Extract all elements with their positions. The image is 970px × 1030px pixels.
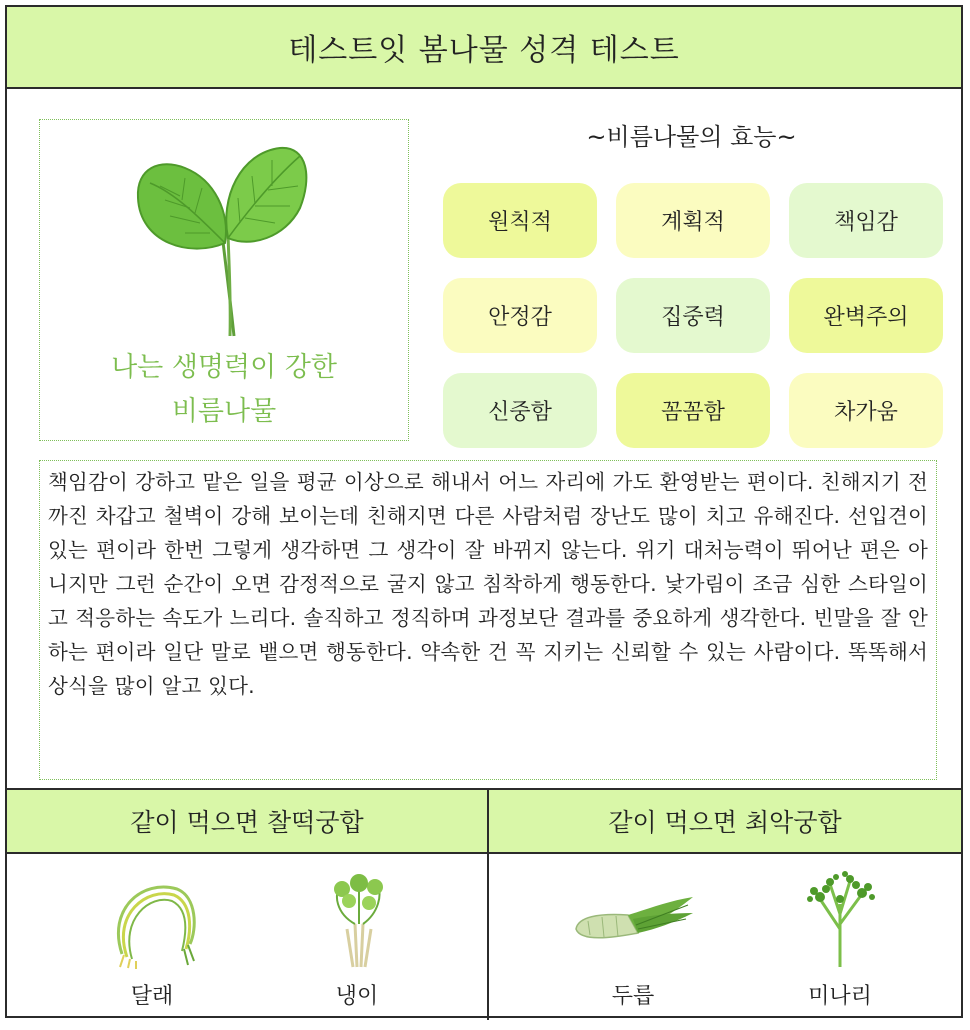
- trait-label: 계획적: [661, 210, 725, 235]
- traits-title: ~비름나물의 효능~: [586, 123, 797, 151]
- page-title: [7, 7, 961, 89]
- trait-label: 신중함: [488, 400, 552, 425]
- dallae-herb-icon: [102, 869, 202, 969]
- trait-label: 안정감: [488, 305, 552, 330]
- trait-label: 완벽주의: [823, 305, 909, 330]
- result-caption: [40, 346, 408, 434]
- trait-label: 원칙적: [488, 210, 552, 235]
- trait-badge: [616, 183, 770, 258]
- best-match-title: 같이 먹으면 찰떡궁합: [130, 808, 364, 837]
- page-title-text: 테스트잇 봄나물 성격 테스트: [288, 33, 680, 68]
- dureup-sprout-icon: [568, 879, 698, 969]
- trait-badge: [789, 373, 943, 448]
- trait-badge: [789, 183, 943, 258]
- result-name: 비름나물: [171, 396, 277, 427]
- minari-herb-icon: [790, 869, 890, 969]
- result-hero: [39, 119, 409, 441]
- food-label: 두릅: [611, 984, 655, 1009]
- compatibility-header: [7, 790, 961, 854]
- trait-badge: [616, 373, 770, 448]
- trait-badge: [789, 278, 943, 353]
- trait-label: 책임감: [834, 210, 898, 235]
- trait-badge: [443, 183, 597, 258]
- food-label: 미나리: [808, 984, 872, 1009]
- result-card: [5, 5, 963, 1018]
- result-caption-line1: 나는 생명력이 강한: [111, 352, 337, 383]
- worst-match-item: [770, 869, 910, 1010]
- two-leaf-sprout-icon: [130, 138, 315, 338]
- trait-label: 차가움: [834, 400, 898, 425]
- best-match-item: [287, 869, 427, 1010]
- personality-description: 책임감이 강하고 맡은 일을 평균 이상으로 해내서 어느 자리에 가도 환영받는 편이다. 친해지기 전까진 차갑고 철벽이 강해 보이는데 친해지면 다른 사람처럼 장난도 많이 치고 유해진다. 선입견이 있는 편이라 한번 그렇게 생각하면 그 생각이 잘 바뀌지 않는다. 위기 대처능력이 뛰어난 편은 아니지만 그런 순간이 오면 감정적으로 굴지 않고 침착하게 행동한다. 낯가림이 조금 심한 스타일이고 적응하는 속도가 느리다. 솔직하고 정직하며 과정보단 결과를 중요하게 생각한다. 빈말을 잘 안 하는 편이라 일단 말로 뱉으면 행동한다. 약속한 건 꼭 지키는 신뢰할 수 있는 사람이다. 똑똑해서 상식을 많이 알고 있다.: [39, 460, 937, 780]
- worst-match-title: 같이 먹으면 최악궁합: [608, 808, 842, 837]
- trait-label: 집중력: [661, 305, 725, 330]
- food-label: 냉이: [335, 984, 379, 1009]
- naengi-herb-icon: [307, 869, 407, 969]
- trait-label: 꼼꼼함: [661, 400, 725, 425]
- worst-match-item: [563, 879, 703, 1010]
- food-label: 달래: [130, 984, 174, 1009]
- column-divider: [487, 790, 489, 1020]
- best-match-item: [82, 869, 222, 1010]
- trait-badge: [616, 278, 770, 353]
- trait-badge: [443, 278, 597, 353]
- trait-badge: [443, 373, 597, 448]
